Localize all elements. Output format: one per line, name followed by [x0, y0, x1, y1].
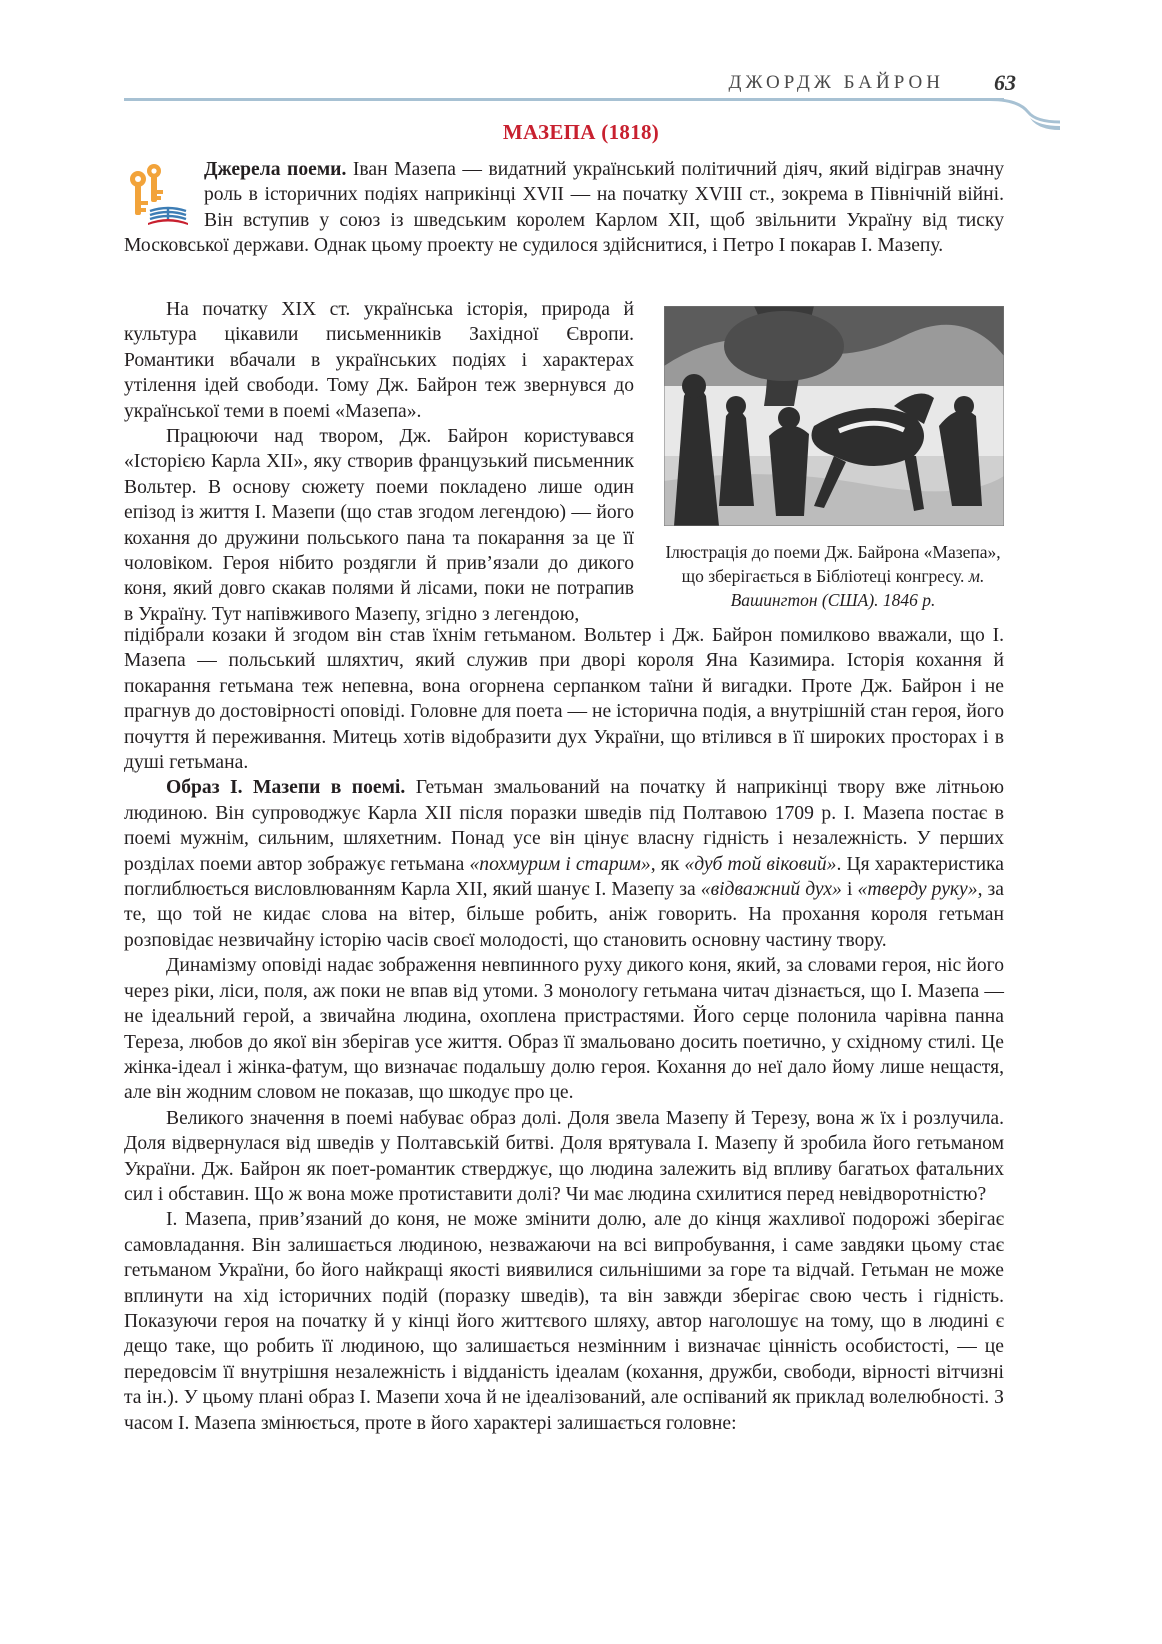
- text-span: , за те, що той не кидає слова на вітер, більше робить, аніж говорить. На прохання короля гетьман розповідає незвичайну історію часів своєї молодості, що становить основну частину твору.: [124, 879, 1004, 951]
- header-rule: [124, 98, 1004, 101]
- mazepa-illustration: [664, 306, 1004, 526]
- left-column: [124, 297, 634, 627]
- caption-location: м. Вашингтон (США). 1846 р.: [730, 566, 985, 610]
- text-span: , як: [650, 853, 685, 875]
- main-body: [124, 623, 1004, 1436]
- paragraph-fate: Великого значення в поемі набуває образ долі. Доля звела Мазепу й Терезу, вона ж їх і розлучила. Доля відвернулася від шведів у Полтавській битві. Доля врятувала І. Мазепу й зробила його гетьманом України. Дж. Байрон як поет-романтик стверджує, що людина залежить від впливу багатьох фатальних сил і обставин. Що ж вона може протиставити долі? Чи має людина схилитися перед невідворотністю?: [124, 1107, 1004, 1205]
- paragraph-final: І. Мазепа, прив’язаний до коня, не може змінити долю, але до кінця жахливої подорожі зберігає самовладання. Він залишається людиною, незважаючи на всі випробування, і саме завдяки цьому стає гетьманом України, бо його найкращі якості виявилися сильнішими за горе та відчай. Гетьман не може вплинути на хід історичних подій (поразку шведів), та він завжди зберігає свою честь і гідність. Показуючи героя на початку й у кінці його життєвого шляху, автор наголошує на тому, що в людині є дещо таке, що робить її людиною, що залишається незмінним і визначає цінність особистості, — це передовсім її внутрішня незалежність і відданість ідеалам (кохання, дружби, свободи, вірності вітчизні та ін.). У цьому плані образ І. Мазепи хоча й не ідеалізований, але оспіваний як приклад волелюбності. З часом І. Мазепа змінюється, проте в його характері залишається головне:: [124, 1209, 1004, 1434]
- illustration-caption: [660, 540, 1006, 612]
- text-span: і: [841, 879, 858, 901]
- page-number: 63: [994, 70, 1016, 95]
- paragraph-continuation: підібрали козаки й згодом він став їхнім гетьманом. Вольтер і Дж. Байрон помилково вважали, що І. Мазепа — польський шляхтич, який служив при дворі короля Яна Казимира. Історія кохання й покарання гетьмана теж непевна, вона огорнена серпанком таїни й вигадки. Проте Дж. Байрон і не прагнув до достовірності оповіді. Головне для поета — не історична подія, а внутрішній стан героя, його почуття й переживання. Митець хотів відобразити дух України, що втілився в її широких просторах і в душі гетьмана.: [124, 625, 1004, 774]
- text-span: Гетьман змальований на початку й наприкінці твору вже літньою людиною. Він супроводжує Карла XII після поразки шведів під Полтавою 1709 р. І. Мазепа постає в поемі мужнім, сильним, шляхетним. Понад усе він цінує власну гідність і незалежність. У перших розділах поеми автор зображує гетьмана: [124, 777, 1005, 875]
- quote: «дуб той віковий»: [684, 853, 837, 875]
- paragraph-romantics: На початку XIX ст. українська історія, природа й культура цікавили письменників Західної Європи. Романтики вбачали в українських подіях і характерах утілення ідей свободи. Тому Дж. Байрон теж звернувся до української теми в поемі «Мазепа».: [124, 299, 634, 422]
- sources-heading: Джерела поеми.: [204, 159, 347, 180]
- text-span: . Ця характеристика поглиблюється висловлюванням Карла XII, який шанує І. Мазепу за: [124, 853, 1004, 901]
- paragraph-image-of-mazepa: [124, 775, 1004, 953]
- paragraph-dynamics: Динамізму оповіді надає зображення невпинного руху дикого коня, який, за словами героя, ніс його через ріки, ліси, поля, аж поки не впав від утоми. З монологу гетьмана читач дізнається, що І. Мазепа — не ідеальний герой, а звичайна людина, охоплена пристрастями. Його серце полонила чарівна панна Тереза, любов до якої він зберігав усе життя. Образ її змальовано досить поетично, у східному стилі. Це жінка-ідеал і жінка-фатум, що визначає подальшу долю героя. Кохання до неї дало йому лише нещастя, але він жодним словом не показав, що шкодує про це.: [124, 955, 1004, 1104]
- quote: «похмурим і старим»: [469, 853, 651, 875]
- quote: «відважний дух»: [700, 879, 842, 901]
- paragraph-voltaire: Працюючи над твором, Дж. Байрон користувався «Історією Карла XII», яку створив французький письменник Вольтер. В основу сюжету поеми покладено лише один епізод із життя І. Мазепи (що став згодом легендою) — його кохання до дружини польського пана та покарання за це її чоловіком. Героя нібито роздягли й прив’язали до дикого коня, який довго скакав полями й лісами, поки не потрапив в Україну. Тут напівживого Мазепу, згідно з легендою,: [124, 426, 634, 625]
- running-header-author: ДЖОРДЖ БАЙРОН: [728, 72, 944, 93]
- page-title: МАЗЕПА (1818): [502, 120, 660, 144]
- caption-text: Ілюстрація до поеми Дж. Байрона «Мазепа», що зберігається в Бібліотеці конгресу.: [665, 542, 1001, 586]
- quote: «тверду руку»: [857, 879, 978, 901]
- keys-books-icon: [124, 157, 204, 231]
- sources-section: [124, 157, 1004, 259]
- image-heading: Образ І. Мазепи в поемі.: [166, 777, 406, 799]
- sources-text: Іван Мазепа — видатний український політичний діяч, який відіграв значну роль в історичних подіях наприкінці XVII — на початку XVIII ст., зокрема в Північній війні. Він вступив у союз із шведським королем Карлом XII, щоб звільнити Україну від тиску Московської держави. Однак цьому проекту не судилося здійснитися, і Петро I покарав І. Мазепу.: [124, 159, 1004, 257]
